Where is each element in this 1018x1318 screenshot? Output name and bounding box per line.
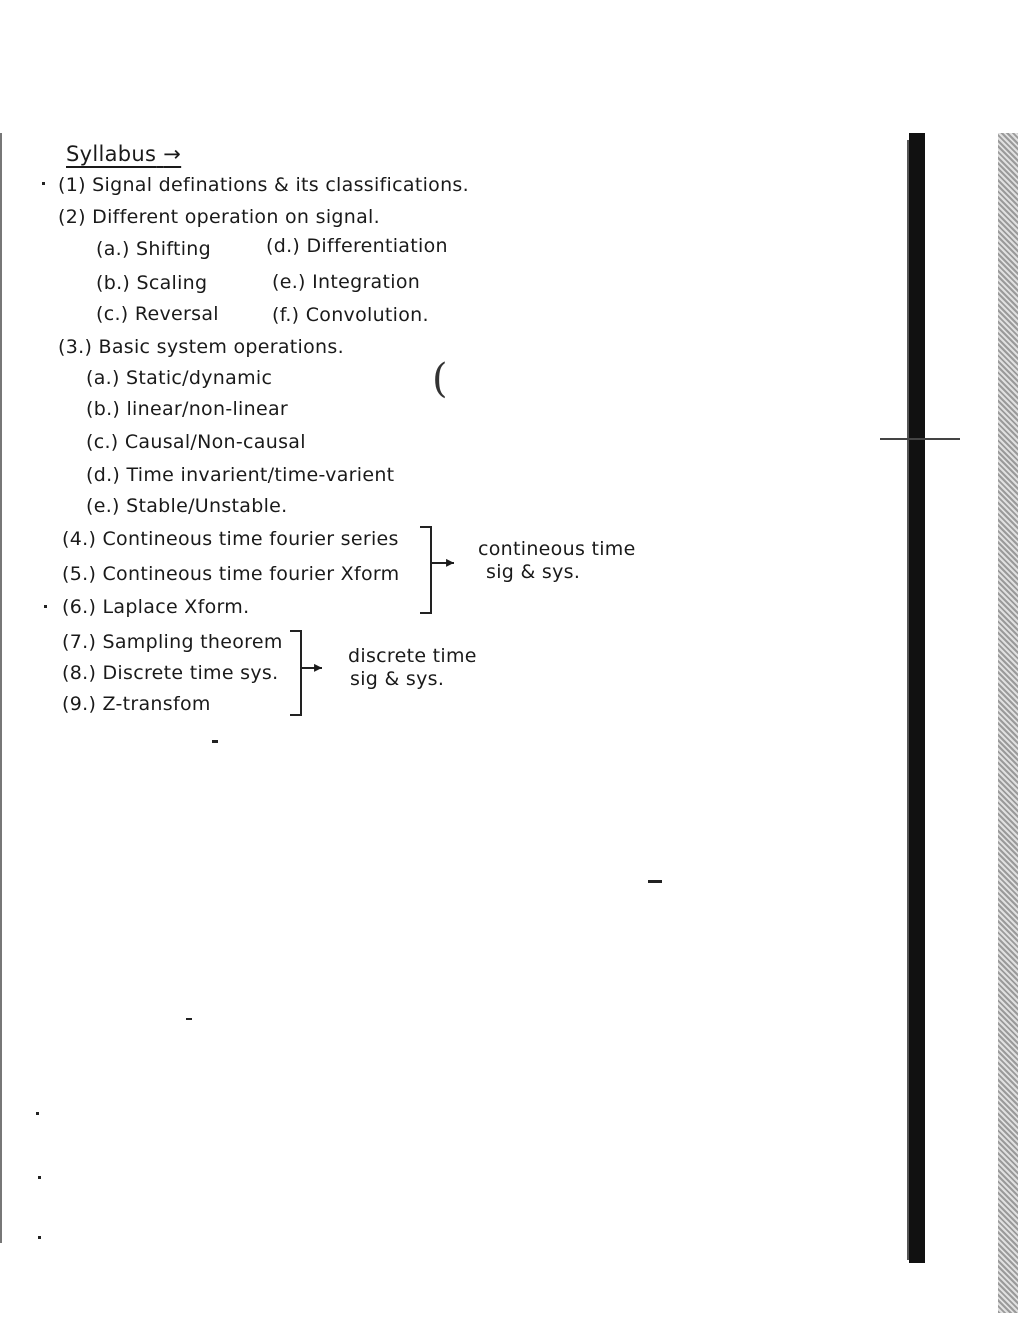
item-2d: (d.) Differentiation: [266, 235, 448, 257]
continuous-arrow-icon: ▸: [446, 552, 455, 571]
item-2a: (a.) Shifting: [96, 238, 212, 260]
discrete-group-label-1: discrete time: [348, 645, 477, 667]
item-3d: (d.) Time invarient/time-varient: [86, 464, 395, 486]
scan-speck: [38, 1176, 41, 1179]
discrete-group-label-2: sig & sys.: [350, 668, 445, 690]
item-8: (8.) Discrete time sys.: [62, 662, 279, 684]
item-7: (7.) Sampling theorem: [62, 631, 283, 653]
item-2: (2) Different operation on signal.: [58, 206, 380, 228]
item-2c: (c.) Reversal: [96, 303, 219, 325]
scan-page-edge: [998, 133, 1018, 1313]
item-2b: (b.) Scaling: [96, 272, 208, 294]
scan-speck: [212, 740, 218, 743]
item-2f: (f.) Convolution.: [272, 304, 429, 326]
item-3c: (c.) Causal/Non-causal: [86, 431, 306, 453]
continuous-bracket: [420, 526, 432, 614]
continuous-group-label-1: contineous time: [478, 538, 636, 560]
item-3a: (a.) Static/dynamic: [86, 367, 273, 389]
scan-speck: [44, 605, 47, 608]
item-6: (6.) Laplace Xform.: [62, 596, 250, 618]
stray-parenthesis: (: [432, 356, 448, 402]
scan-speck: [186, 1018, 192, 1020]
item-3b: (b.) linear/non-linear: [86, 398, 289, 420]
scan-speck: [648, 880, 662, 883]
syllabus-title: Syllabus →: [66, 142, 182, 166]
continuous-group-label-2: sig & sys.: [486, 561, 581, 583]
scan-binding-bar: [909, 133, 925, 1263]
item-4: (4.) Contineous time fourier series: [62, 528, 399, 550]
scan-left-edge: [0, 133, 2, 1243]
scan-speck: [42, 182, 45, 185]
item-3: (3.) Basic system operations.: [58, 336, 344, 358]
scan-speck: [36, 1112, 39, 1115]
discrete-arrow-icon: ▸: [314, 657, 323, 676]
item-1: (1) Signal definations & its classifications.: [58, 174, 469, 196]
item-3e: (e.) Stable/Unstable.: [86, 495, 288, 517]
scan-speck: [38, 1236, 41, 1239]
item-9: (9.) Z-transfom: [62, 693, 211, 715]
scan-tick-mark: [880, 438, 960, 440]
item-2e: (e.) Integration: [272, 271, 421, 293]
item-5: (5.) Contineous time fourier Xform: [62, 563, 400, 585]
discrete-bracket: [290, 630, 302, 716]
